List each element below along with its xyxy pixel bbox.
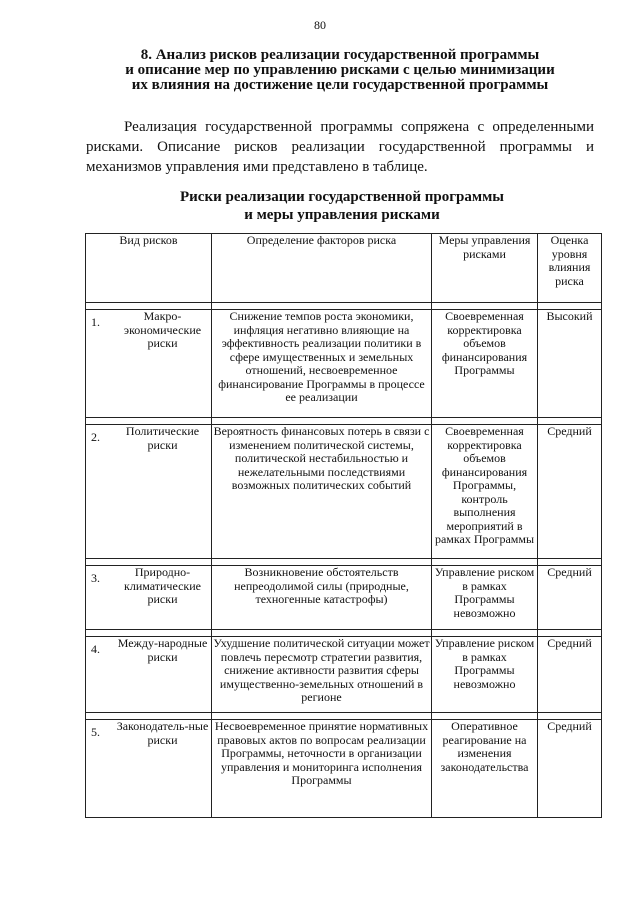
section-heading-line: и описание мер по управлению рисками с целью минимизации	[125, 62, 555, 78]
risk-level: Высокий	[538, 310, 602, 418]
risks-table	[85, 233, 602, 818]
risk-factor: Возникновение обстоятельств непреодолимой силы (природные, техногенные катастрофы)	[212, 566, 432, 630]
risk-measure: Управление риском в рамках Программы невозможно	[432, 637, 538, 713]
table-header-row	[86, 234, 602, 303]
intro-line: механизмов управления ими представлено в таблице.	[86, 159, 428, 175]
row-number: 3.	[91, 571, 100, 585]
table-row	[86, 566, 602, 630]
risk-measure: Управление риском в рамках Программы невозможно	[432, 566, 538, 630]
risk-level: Средний	[538, 720, 602, 818]
row-number: 2.	[91, 430, 100, 444]
row-number: 1.	[91, 315, 100, 329]
header-risk-kind: Вид рисков	[86, 234, 212, 303]
table-title	[160, 188, 524, 224]
intro-line: Реализация государственной программы сопряжена с определенными	[124, 119, 594, 135]
risk-factor: Снижение темпов роста экономики, инфляция негативно влияющие на эффективность реализации политики в сфере имущественных и земельных отношений, несвоевременное финансирование Программы в процессе ее реализации	[212, 310, 432, 418]
intro-line: рисками. Описание рисков реализации государственной программы и	[86, 139, 594, 155]
table-row	[86, 310, 602, 418]
row-number: 4.	[91, 642, 100, 656]
risk-factor: Несвоевременное принятие нормативных правовых актов по вопросам реализации Программы, неточности в организации управления и мониторинга исполнения Программы	[212, 720, 432, 818]
section-heading-line: их влияния на достижение цели государственной программы	[131, 77, 549, 93]
risk-kind: Между-народные риски	[117, 636, 208, 664]
table-row	[86, 637, 602, 713]
section-heading	[95, 48, 585, 93]
risk-factor: Ухудшение политической ситуации может повлечь пересмотр стратегии развития, снижение активности развития сферы имущественно-земельных отношений в регионе	[212, 637, 432, 713]
risk-measure: Своевременная корректировка объемов финансирования Программы	[432, 310, 538, 418]
page-number: 80	[314, 18, 326, 32]
table-title-line: Риски реализации государственной программы	[179, 189, 505, 205]
table-row	[86, 720, 602, 818]
risk-factor: Вероятность финансовых потерь в связи с изменением политической системы, политической нестабильностью и нежелательными последствиями возможных политических событий	[212, 425, 432, 559]
risk-kind: Законодатель-ные риски	[116, 719, 209, 747]
risk-level: Средний	[538, 425, 602, 559]
risk-level: Средний	[538, 566, 602, 630]
risk-measure: Оперативное реагирование на изменения законодательства	[432, 720, 538, 818]
intro-paragraph	[86, 117, 594, 177]
risk-level: Средний	[538, 637, 602, 713]
row-number: 5.	[91, 725, 100, 739]
header-risk-level: Оценка уровня влияния риска	[538, 234, 602, 303]
risk-kind: Политические риски	[125, 424, 200, 452]
risk-measure: Своевременная корректировка объемов финансирования Программы, контроль выполнения мероприятий в рамках Программы	[432, 425, 538, 559]
section-heading-line: 8. Анализ рисков реализации государственной программы	[140, 47, 540, 63]
header-risk-factors: Определение факторов риска	[212, 234, 432, 303]
risk-kind: Природно-климатические риски	[124, 565, 201, 606]
header-risk-measures: Меры управления рисками	[432, 234, 538, 303]
risk-kind: Макро-экономические риски	[123, 309, 202, 350]
table-title-line: и меры управления рисками	[244, 207, 440, 223]
table-row	[86, 425, 602, 559]
